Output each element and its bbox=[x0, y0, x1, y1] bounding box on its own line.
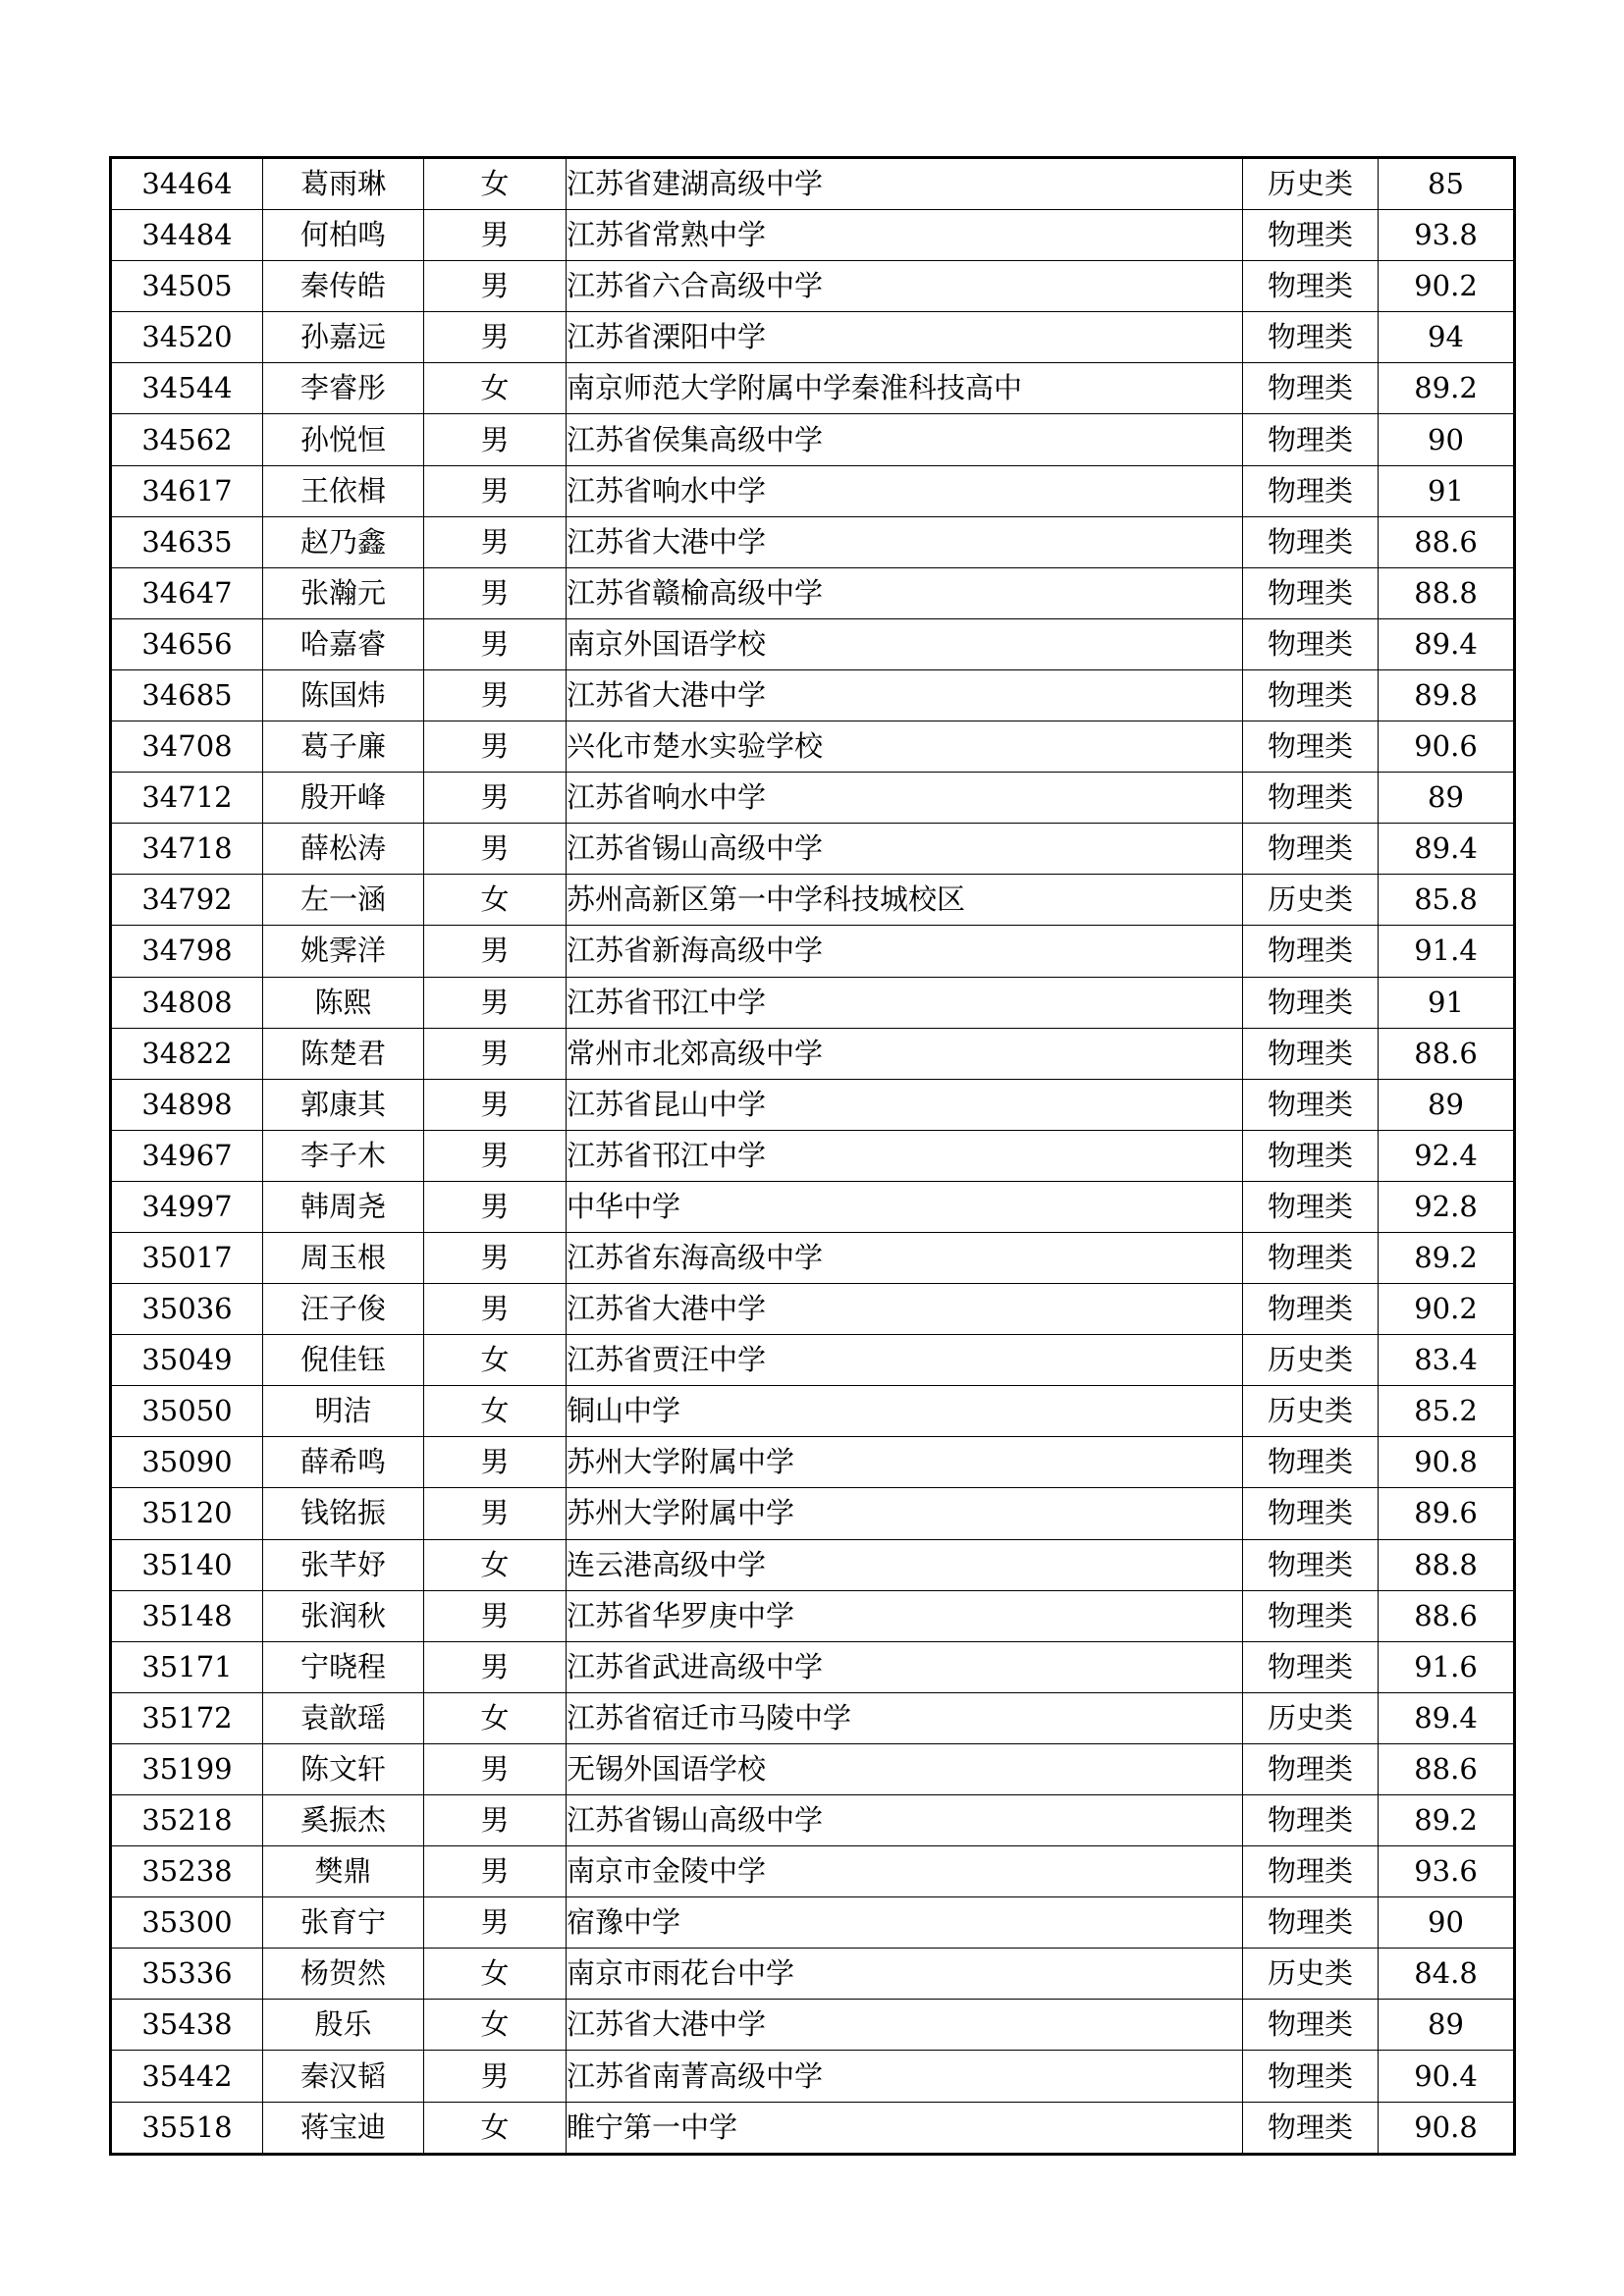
table-row bbox=[111, 1795, 1515, 1846]
student-name-cell: 陈楚君 bbox=[263, 1028, 424, 1079]
school-cell: 江苏省锡山高级中学 bbox=[567, 824, 1243, 875]
school-cell: 江苏省溧阳中学 bbox=[567, 312, 1243, 363]
student-name-cell: 秦传皓 bbox=[263, 261, 424, 312]
category-cell: 物理类 bbox=[1243, 1795, 1379, 1846]
school-cell: 江苏省邗江中学 bbox=[567, 1130, 1243, 1181]
category-cell: 物理类 bbox=[1243, 567, 1379, 618]
score-cell: 85.2 bbox=[1379, 1386, 1515, 1437]
student-id-cell: 34647 bbox=[111, 567, 263, 618]
student-id-cell: 34798 bbox=[111, 926, 263, 977]
score-cell: 91.4 bbox=[1379, 926, 1515, 977]
student-id-cell: 35336 bbox=[111, 1949, 263, 2000]
school-cell: 江苏省大港中学 bbox=[567, 2000, 1243, 2051]
table-row bbox=[111, 2051, 1515, 2102]
category-cell: 物理类 bbox=[1243, 1130, 1379, 1181]
score-cell: 91 bbox=[1379, 977, 1515, 1028]
student-id-cell: 34617 bbox=[111, 465, 263, 516]
score-cell: 89.4 bbox=[1379, 618, 1515, 669]
table-row bbox=[111, 824, 1515, 875]
student-name-cell: 韩周尧 bbox=[263, 1181, 424, 1232]
table-row bbox=[111, 158, 1515, 210]
student-name-cell: 倪佳钰 bbox=[263, 1335, 424, 1386]
student-name-cell: 陈国炜 bbox=[263, 669, 424, 721]
student-name-cell: 秦汉韬 bbox=[263, 2051, 424, 2102]
school-cell: 无锡外国语学校 bbox=[567, 1743, 1243, 1794]
school-cell: 江苏省武进高级中学 bbox=[567, 1641, 1243, 1692]
score-cell: 89.2 bbox=[1379, 1232, 1515, 1283]
gender-cell: 女 bbox=[424, 363, 567, 414]
table-row bbox=[111, 414, 1515, 465]
student-name-cell: 钱铭振 bbox=[263, 1488, 424, 1539]
student-id-cell: 35171 bbox=[111, 1641, 263, 1692]
category-cell: 物理类 bbox=[1243, 210, 1379, 261]
category-cell: 物理类 bbox=[1243, 1079, 1379, 1130]
school-cell: 江苏省响水中学 bbox=[567, 465, 1243, 516]
school-cell: 苏州高新区第一中学科技城校区 bbox=[567, 875, 1243, 926]
table-row bbox=[111, 875, 1515, 926]
table-row bbox=[111, 1949, 1515, 2000]
score-cell: 88.6 bbox=[1379, 1590, 1515, 1641]
score-cell: 84.8 bbox=[1379, 1949, 1515, 2000]
table-row bbox=[111, 1028, 1515, 1079]
school-cell: 兴化市楚水实验学校 bbox=[567, 721, 1243, 773]
table-row bbox=[111, 1539, 1515, 1590]
student-id-cell: 34484 bbox=[111, 210, 263, 261]
score-cell: 85 bbox=[1379, 158, 1515, 210]
student-name-cell: 殷开峰 bbox=[263, 773, 424, 824]
gender-cell: 男 bbox=[424, 2051, 567, 2102]
category-cell: 物理类 bbox=[1243, 977, 1379, 1028]
gender-cell: 男 bbox=[424, 210, 567, 261]
table-row bbox=[111, 1335, 1515, 1386]
gender-cell: 男 bbox=[424, 773, 567, 824]
gender-cell: 男 bbox=[424, 312, 567, 363]
student-id-cell: 34562 bbox=[111, 414, 263, 465]
student-id-cell: 35090 bbox=[111, 1437, 263, 1488]
student-id-cell: 34997 bbox=[111, 1181, 263, 1232]
table-row bbox=[111, 261, 1515, 312]
gender-cell: 男 bbox=[424, 721, 567, 773]
score-cell: 90.2 bbox=[1379, 1284, 1515, 1335]
student-id-cell: 34708 bbox=[111, 721, 263, 773]
score-cell: 83.4 bbox=[1379, 1335, 1515, 1386]
school-cell: 江苏省新海高级中学 bbox=[567, 926, 1243, 977]
student-id-cell: 35238 bbox=[111, 1846, 263, 1897]
category-cell: 物理类 bbox=[1243, 1284, 1379, 1335]
student-id-cell: 35172 bbox=[111, 1692, 263, 1743]
school-cell: 江苏省南菁高级中学 bbox=[567, 2051, 1243, 2102]
table-row bbox=[111, 1386, 1515, 1437]
student-name-cell: 殷乐 bbox=[263, 2000, 424, 2051]
score-cell: 94 bbox=[1379, 312, 1515, 363]
student-id-cell: 35017 bbox=[111, 1232, 263, 1283]
student-name-cell: 王依楫 bbox=[263, 465, 424, 516]
student-name-cell: 左一涵 bbox=[263, 875, 424, 926]
score-cell: 90 bbox=[1379, 1897, 1515, 1949]
gender-cell: 女 bbox=[424, 1539, 567, 1590]
category-cell: 物理类 bbox=[1243, 618, 1379, 669]
student-name-cell: 周玉根 bbox=[263, 1232, 424, 1283]
student-id-cell: 34656 bbox=[111, 618, 263, 669]
school-cell: 江苏省建湖高级中学 bbox=[567, 158, 1243, 210]
score-cell: 88.6 bbox=[1379, 516, 1515, 567]
student-name-cell: 奚振杰 bbox=[263, 1795, 424, 1846]
category-cell: 物理类 bbox=[1243, 926, 1379, 977]
table-row bbox=[111, 2000, 1515, 2051]
table-row bbox=[111, 1590, 1515, 1641]
category-cell: 物理类 bbox=[1243, 1846, 1379, 1897]
school-cell: 江苏省常熟中学 bbox=[567, 210, 1243, 261]
gender-cell: 女 bbox=[424, 2102, 567, 2154]
score-cell: 90.8 bbox=[1379, 2102, 1515, 2154]
table-row bbox=[111, 516, 1515, 567]
category-cell: 物理类 bbox=[1243, 1181, 1379, 1232]
gender-cell: 男 bbox=[424, 1130, 567, 1181]
student-name-cell: 蒋宝迪 bbox=[263, 2102, 424, 2154]
score-cell: 89.2 bbox=[1379, 363, 1515, 414]
category-cell: 物理类 bbox=[1243, 2051, 1379, 2102]
gender-cell: 男 bbox=[424, 1488, 567, 1539]
school-cell: 江苏省昆山中学 bbox=[567, 1079, 1243, 1130]
table-row bbox=[111, 1641, 1515, 1692]
school-cell: 江苏省响水中学 bbox=[567, 773, 1243, 824]
category-cell: 物理类 bbox=[1243, 2000, 1379, 2051]
score-cell: 90.8 bbox=[1379, 1437, 1515, 1488]
student-name-cell: 李子木 bbox=[263, 1130, 424, 1181]
gender-cell: 男 bbox=[424, 567, 567, 618]
category-cell: 物理类 bbox=[1243, 773, 1379, 824]
student-id-cell: 35218 bbox=[111, 1795, 263, 1846]
student-name-cell: 何柏鸣 bbox=[263, 210, 424, 261]
school-cell: 南京外国语学校 bbox=[567, 618, 1243, 669]
table-row bbox=[111, 312, 1515, 363]
gender-cell: 女 bbox=[424, 1692, 567, 1743]
gender-cell: 女 bbox=[424, 1949, 567, 2000]
score-cell: 91.6 bbox=[1379, 1641, 1515, 1692]
score-cell: 88.8 bbox=[1379, 1539, 1515, 1590]
student-name-cell: 陈文轩 bbox=[263, 1743, 424, 1794]
school-cell: 江苏省六合高级中学 bbox=[567, 261, 1243, 312]
score-cell: 89 bbox=[1379, 773, 1515, 824]
student-id-cell: 35438 bbox=[111, 2000, 263, 2051]
school-cell: 苏州大学附属中学 bbox=[567, 1437, 1243, 1488]
category-cell: 物理类 bbox=[1243, 363, 1379, 414]
table-row bbox=[111, 721, 1515, 773]
gender-cell: 男 bbox=[424, 1437, 567, 1488]
school-cell: 南京师范大学附属中学秦淮科技高中 bbox=[567, 363, 1243, 414]
student-name-cell: 葛子廉 bbox=[263, 721, 424, 773]
school-cell: 江苏省东海高级中学 bbox=[567, 1232, 1243, 1283]
student-id-cell: 34822 bbox=[111, 1028, 263, 1079]
table-row bbox=[111, 567, 1515, 618]
student-id-cell: 35148 bbox=[111, 1590, 263, 1641]
student-id-cell: 34544 bbox=[111, 363, 263, 414]
score-cell: 89.4 bbox=[1379, 1692, 1515, 1743]
table-row bbox=[111, 1743, 1515, 1794]
score-cell: 89.6 bbox=[1379, 1488, 1515, 1539]
score-cell: 93.8 bbox=[1379, 210, 1515, 261]
category-cell: 物理类 bbox=[1243, 1539, 1379, 1590]
table-row bbox=[111, 210, 1515, 261]
student-id-cell: 34808 bbox=[111, 977, 263, 1028]
gender-cell: 男 bbox=[424, 414, 567, 465]
student-name-cell: 姚霁洋 bbox=[263, 926, 424, 977]
student-name-cell: 薛松涛 bbox=[263, 824, 424, 875]
score-cell: 90.6 bbox=[1379, 721, 1515, 773]
score-cell: 85.8 bbox=[1379, 875, 1515, 926]
category-cell: 物理类 bbox=[1243, 1897, 1379, 1949]
student-name-cell: 杨贺然 bbox=[263, 1949, 424, 2000]
table-row bbox=[111, 1437, 1515, 1488]
school-cell: 江苏省锡山高级中学 bbox=[567, 1795, 1243, 1846]
school-cell: 铜山中学 bbox=[567, 1386, 1243, 1437]
student-id-cell: 35300 bbox=[111, 1897, 263, 1949]
student-name-cell: 张育宁 bbox=[263, 1897, 424, 1949]
student-id-cell: 35199 bbox=[111, 1743, 263, 1794]
student-id-cell: 35036 bbox=[111, 1284, 263, 1335]
gender-cell: 女 bbox=[424, 158, 567, 210]
category-cell: 物理类 bbox=[1243, 721, 1379, 773]
student-name-cell: 樊鼎 bbox=[263, 1846, 424, 1897]
student-id-cell: 34464 bbox=[111, 158, 263, 210]
student-id-cell: 34792 bbox=[111, 875, 263, 926]
category-cell: 历史类 bbox=[1243, 158, 1379, 210]
student-name-cell: 宁晓程 bbox=[263, 1641, 424, 1692]
gender-cell: 女 bbox=[424, 2000, 567, 2051]
school-cell: 江苏省邗江中学 bbox=[567, 977, 1243, 1028]
student-id-cell: 35120 bbox=[111, 1488, 263, 1539]
school-cell: 宿豫中学 bbox=[567, 1897, 1243, 1949]
school-cell: 江苏省宿迁市马陵中学 bbox=[567, 1692, 1243, 1743]
school-cell: 江苏省大港中学 bbox=[567, 516, 1243, 567]
category-cell: 物理类 bbox=[1243, 1028, 1379, 1079]
school-cell: 江苏省侯集高级中学 bbox=[567, 414, 1243, 465]
student-id-cell: 34505 bbox=[111, 261, 263, 312]
gender-cell: 男 bbox=[424, 1590, 567, 1641]
category-cell: 物理类 bbox=[1243, 312, 1379, 363]
gender-cell: 男 bbox=[424, 926, 567, 977]
score-cell: 91 bbox=[1379, 465, 1515, 516]
table-row bbox=[111, 465, 1515, 516]
table-row bbox=[111, 618, 1515, 669]
student-id-cell: 35442 bbox=[111, 2051, 263, 2102]
student-id-cell: 34718 bbox=[111, 824, 263, 875]
table-row bbox=[111, 977, 1515, 1028]
school-cell: 南京市雨花台中学 bbox=[567, 1949, 1243, 2000]
gender-cell: 男 bbox=[424, 1079, 567, 1130]
category-cell: 历史类 bbox=[1243, 875, 1379, 926]
school-cell: 苏州大学附属中学 bbox=[567, 1488, 1243, 1539]
table-row bbox=[111, 2102, 1515, 2154]
table-row bbox=[111, 1079, 1515, 1130]
gender-cell: 女 bbox=[424, 1386, 567, 1437]
school-cell: 连云港高级中学 bbox=[567, 1539, 1243, 1590]
category-cell: 物理类 bbox=[1243, 669, 1379, 721]
category-cell: 物理类 bbox=[1243, 1232, 1379, 1283]
category-cell: 物理类 bbox=[1243, 1590, 1379, 1641]
gender-cell: 男 bbox=[424, 1028, 567, 1079]
table-row bbox=[111, 363, 1515, 414]
student-name-cell: 郭康其 bbox=[263, 1079, 424, 1130]
score-cell: 89 bbox=[1379, 1079, 1515, 1130]
gender-cell: 男 bbox=[424, 1743, 567, 1794]
gender-cell: 男 bbox=[424, 824, 567, 875]
score-cell: 89.2 bbox=[1379, 1795, 1515, 1846]
student-id-cell: 35049 bbox=[111, 1335, 263, 1386]
category-cell: 物理类 bbox=[1243, 1743, 1379, 1794]
table-row bbox=[111, 1897, 1515, 1949]
gender-cell: 男 bbox=[424, 1181, 567, 1232]
student-id-cell: 34712 bbox=[111, 773, 263, 824]
category-cell: 物理类 bbox=[1243, 465, 1379, 516]
score-cell: 90 bbox=[1379, 414, 1515, 465]
school-cell: 江苏省贾汪中学 bbox=[567, 1335, 1243, 1386]
student-name-cell: 汪子俊 bbox=[263, 1284, 424, 1335]
student-name-cell: 赵乃鑫 bbox=[263, 516, 424, 567]
score-cell: 89 bbox=[1379, 2000, 1515, 2051]
table-row bbox=[111, 1181, 1515, 1232]
category-cell: 物理类 bbox=[1243, 1641, 1379, 1692]
student-id-cell: 35050 bbox=[111, 1386, 263, 1437]
school-cell: 江苏省赣榆高级中学 bbox=[567, 567, 1243, 618]
score-cell: 89.4 bbox=[1379, 824, 1515, 875]
gender-cell: 男 bbox=[424, 465, 567, 516]
category-cell: 历史类 bbox=[1243, 1692, 1379, 1743]
gender-cell: 女 bbox=[424, 875, 567, 926]
category-cell: 历史类 bbox=[1243, 1386, 1379, 1437]
score-cell: 88.6 bbox=[1379, 1028, 1515, 1079]
category-cell: 物理类 bbox=[1243, 414, 1379, 465]
student-id-cell: 35518 bbox=[111, 2102, 263, 2154]
student-id-cell: 34967 bbox=[111, 1130, 263, 1181]
gender-cell: 男 bbox=[424, 261, 567, 312]
gender-cell: 男 bbox=[424, 1641, 567, 1692]
student-id-cell: 34635 bbox=[111, 516, 263, 567]
student-name-cell: 明洁 bbox=[263, 1386, 424, 1437]
roster-table-body bbox=[111, 158, 1515, 2155]
category-cell: 历史类 bbox=[1243, 1335, 1379, 1386]
gender-cell: 男 bbox=[424, 618, 567, 669]
category-cell: 物理类 bbox=[1243, 261, 1379, 312]
school-cell: 江苏省华罗庚中学 bbox=[567, 1590, 1243, 1641]
table-row bbox=[111, 926, 1515, 977]
table-row bbox=[111, 773, 1515, 824]
school-cell: 中华中学 bbox=[567, 1181, 1243, 1232]
score-cell: 92.4 bbox=[1379, 1130, 1515, 1181]
student-name-cell: 孙嘉远 bbox=[263, 312, 424, 363]
student-name-cell: 陈熙 bbox=[263, 977, 424, 1028]
school-cell: 睢宁第一中学 bbox=[567, 2102, 1243, 2154]
student-name-cell: 张瀚元 bbox=[263, 567, 424, 618]
student-id-cell: 34520 bbox=[111, 312, 263, 363]
score-cell: 88.8 bbox=[1379, 567, 1515, 618]
table-row bbox=[111, 1488, 1515, 1539]
student-name-cell: 张芊妤 bbox=[263, 1539, 424, 1590]
gender-cell: 男 bbox=[424, 669, 567, 721]
student-name-cell: 哈嘉睿 bbox=[263, 618, 424, 669]
score-cell: 90.4 bbox=[1379, 2051, 1515, 2102]
score-cell: 92.8 bbox=[1379, 1181, 1515, 1232]
roster-table bbox=[109, 156, 1516, 2156]
school-cell: 南京市金陵中学 bbox=[567, 1846, 1243, 1897]
school-cell: 江苏省大港中学 bbox=[567, 669, 1243, 721]
category-cell: 历史类 bbox=[1243, 1949, 1379, 2000]
category-cell: 物理类 bbox=[1243, 1488, 1379, 1539]
category-cell: 物理类 bbox=[1243, 516, 1379, 567]
gender-cell: 男 bbox=[424, 1846, 567, 1897]
table-row bbox=[111, 1692, 1515, 1743]
gender-cell: 男 bbox=[424, 977, 567, 1028]
student-id-cell: 34685 bbox=[111, 669, 263, 721]
student-name-cell: 薛希鸣 bbox=[263, 1437, 424, 1488]
table-row bbox=[111, 669, 1515, 721]
table-row bbox=[111, 1284, 1515, 1335]
score-cell: 88.6 bbox=[1379, 1743, 1515, 1794]
student-name-cell: 袁歆瑶 bbox=[263, 1692, 424, 1743]
gender-cell: 男 bbox=[424, 1232, 567, 1283]
school-cell: 江苏省大港中学 bbox=[567, 1284, 1243, 1335]
student-name-cell: 孙悦恒 bbox=[263, 414, 424, 465]
table-row bbox=[111, 1846, 1515, 1897]
gender-cell: 男 bbox=[424, 1795, 567, 1846]
student-name-cell: 张润秋 bbox=[263, 1590, 424, 1641]
category-cell: 物理类 bbox=[1243, 824, 1379, 875]
gender-cell: 男 bbox=[424, 1284, 567, 1335]
student-id-cell: 34898 bbox=[111, 1079, 263, 1130]
table-row bbox=[111, 1232, 1515, 1283]
student-name-cell: 葛雨琳 bbox=[263, 158, 424, 210]
category-cell: 物理类 bbox=[1243, 2102, 1379, 2154]
student-id-cell: 35140 bbox=[111, 1539, 263, 1590]
table-row bbox=[111, 1130, 1515, 1181]
gender-cell: 男 bbox=[424, 1897, 567, 1949]
school-cell: 常州市北郊高级中学 bbox=[567, 1028, 1243, 1079]
score-cell: 90.2 bbox=[1379, 261, 1515, 312]
score-cell: 89.8 bbox=[1379, 669, 1515, 721]
gender-cell: 女 bbox=[424, 1335, 567, 1386]
student-name-cell: 李睿彤 bbox=[263, 363, 424, 414]
category-cell: 物理类 bbox=[1243, 1437, 1379, 1488]
gender-cell: 男 bbox=[424, 516, 567, 567]
score-cell: 93.6 bbox=[1379, 1846, 1515, 1897]
